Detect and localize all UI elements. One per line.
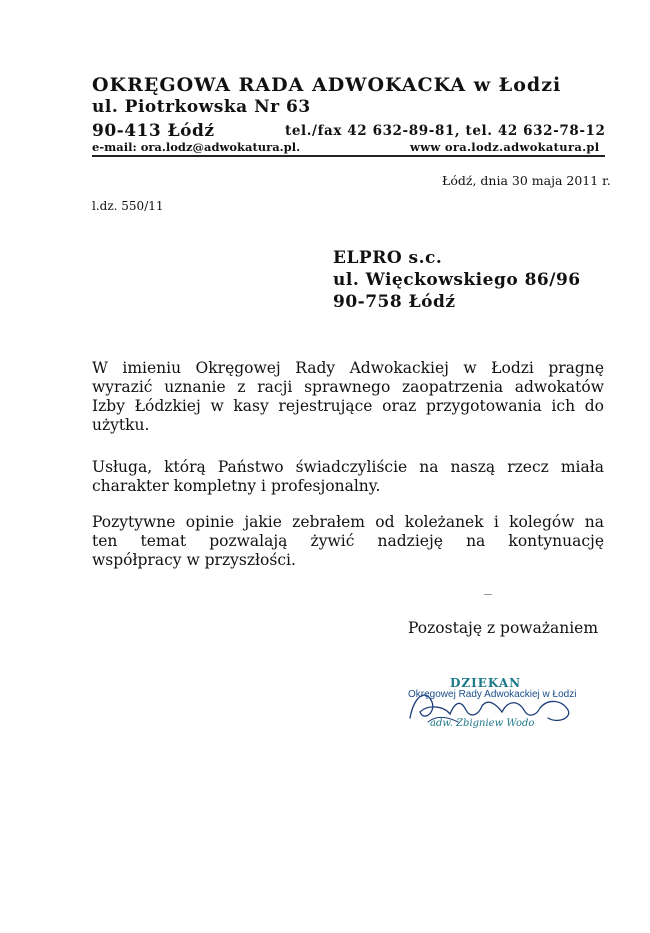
closing-phrase: Pozostaję z poważaniem (408, 619, 599, 637)
letterhead-city: 90-413 Łódź (92, 121, 215, 141)
letterhead-email: e-mail: ora.lodz@adwokatura.pl. (92, 140, 301, 154)
text-line: Usługa, którą Państwo świadczyliście na naszą rzecz miała (92, 458, 604, 476)
letter-date: Łódź, dnia 30 maja 2011 r. (442, 173, 611, 188)
text-line: Pozytywne opinie jakie zebrałem od koleżanek i kolegów na (92, 513, 604, 531)
ink-mark (484, 594, 492, 595)
letterhead-website: www ora.lodz.adwokatura.pl (410, 140, 600, 154)
letterhead-street: ul. Piotrkowska Nr 63 (92, 97, 311, 117)
text-line: ten temat pozwalają żywić nadzieję na kontynuację (92, 532, 604, 550)
recipient-name: ELPRO s.c. (333, 248, 443, 268)
stamp-title: DZIEKAN (450, 676, 522, 690)
letterhead-phones: tel./fax 42 632-89-81, tel. 42 632-78-12 (285, 123, 606, 139)
text-line: użytku. (92, 416, 150, 434)
stamp-organization: Okręgowej Rady Adwokackiej w Łodzi (408, 689, 577, 700)
letterhead-name: OKRĘGOWA RADA ADWOKACKA w Łodzi (92, 74, 562, 96)
paragraph-3 (92, 513, 604, 570)
recipient-street: ul. Więckowskiego 86/96 (333, 270, 581, 290)
paragraph-2 (92, 458, 604, 496)
stamp-signatory-name: adw. Zbigniew Wodo (430, 718, 535, 729)
text-line: wyrazić uznanie z racji sprawnego zaopatrzenia adwokatów (92, 378, 604, 396)
text-line: W imieniu Okręgowej Rady Adwokackiej w Łodzi pragnę (92, 359, 604, 377)
text-line: charakter kompletny i profesjonalny. (92, 477, 381, 495)
letterhead-divider (92, 155, 605, 157)
text-line: Izby Łódzkiej w kasy rejestrujące oraz przygotowania ich do (92, 397, 604, 415)
recipient-city: 90-758 Łódź (333, 292, 456, 312)
reference-number: l.dz. 550/11 (92, 199, 164, 213)
text-line: współpracy w przyszłości. (92, 551, 296, 569)
paragraph-1 (92, 359, 604, 435)
